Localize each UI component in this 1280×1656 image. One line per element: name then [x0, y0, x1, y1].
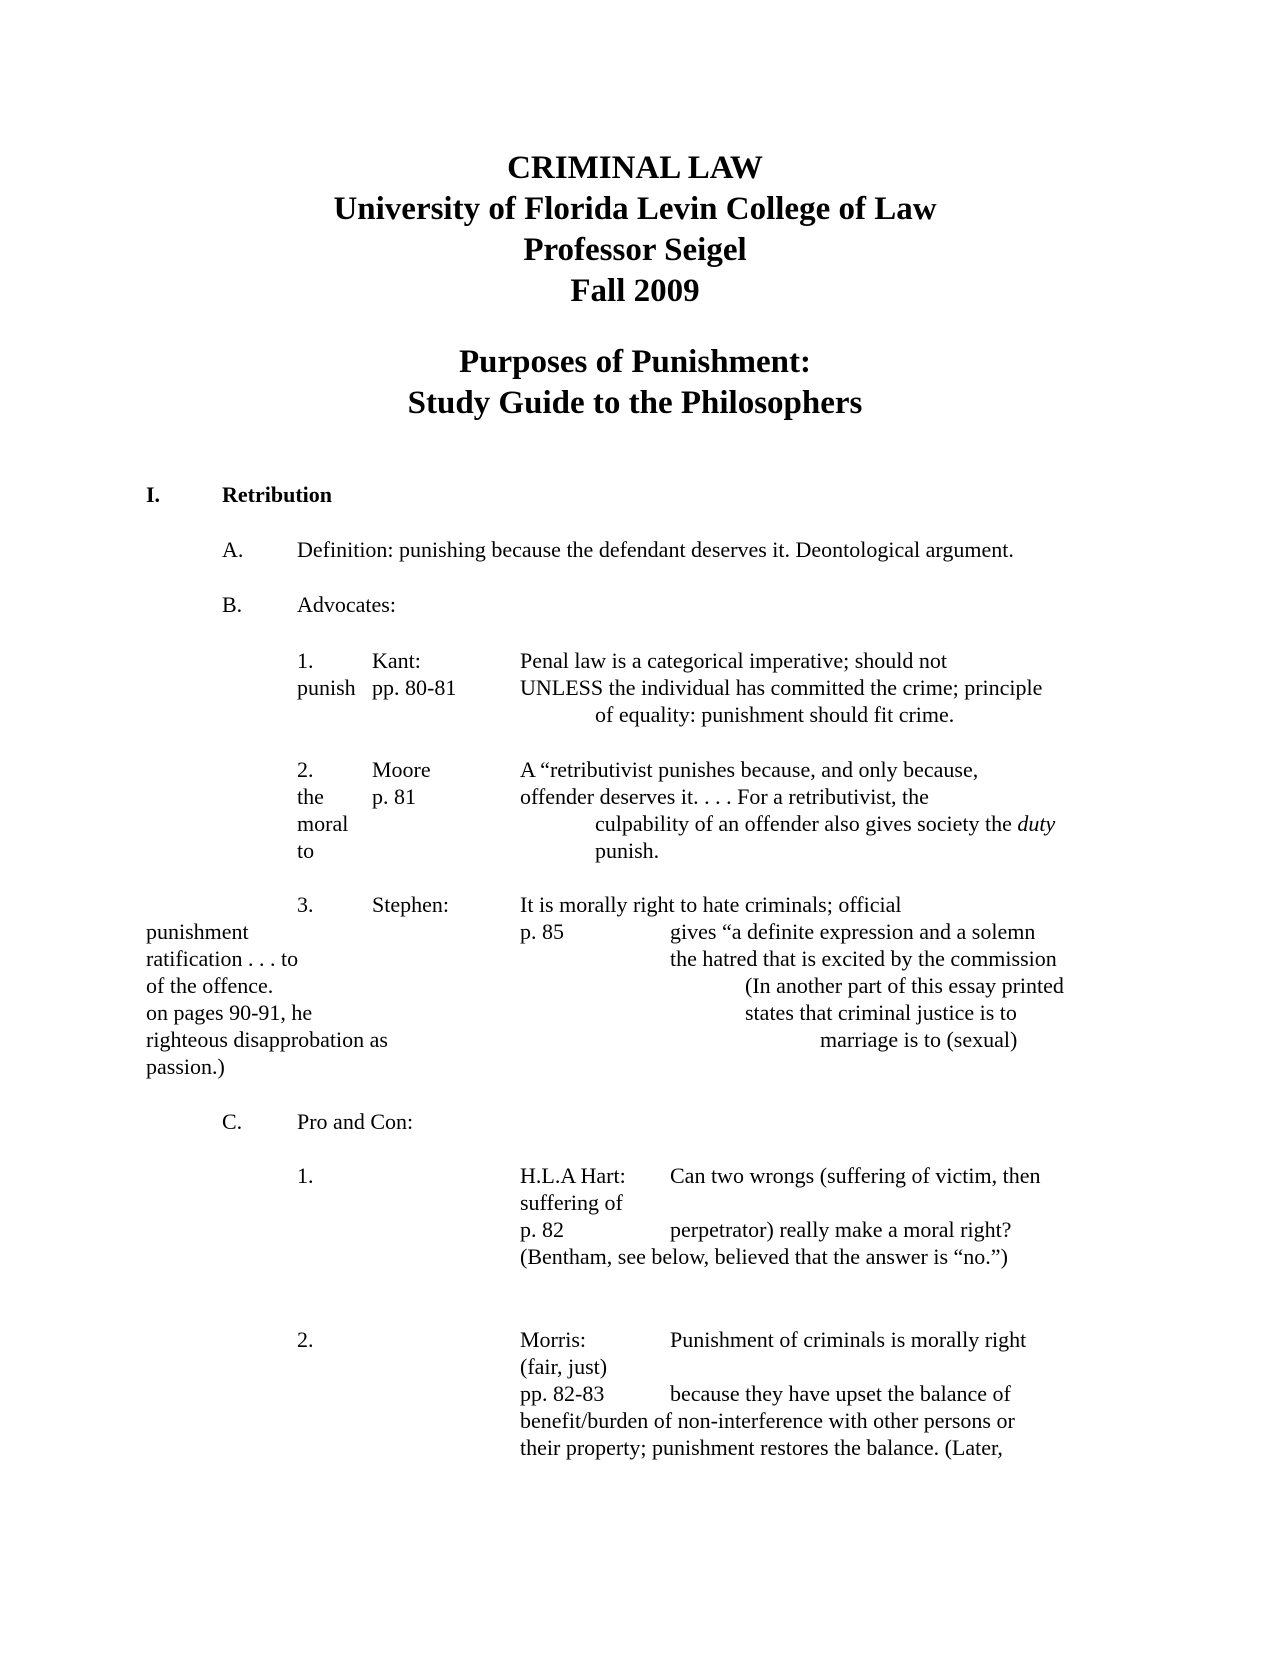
kant-number: 1.	[297, 648, 314, 673]
moore-line-3-text: culpability of an offender also gives society the	[595, 811, 1018, 836]
moore-fragment-1: the	[297, 784, 324, 809]
subtitle-line-2: Study Guide to the Philosophers	[407, 385, 863, 421]
morris-line-2: (fair, just)	[520, 1354, 608, 1379]
morris-line-1: Punishment of criminals is morally right	[670, 1327, 1027, 1352]
kant-line-1: Penal law is a categorical imperative; should not	[520, 648, 948, 673]
moore-duty-emphasis: duty	[1017, 811, 1056, 836]
stephen-number: 3.	[297, 892, 314, 917]
stephen-left-3: of the offence.	[146, 973, 274, 998]
professor-name: Professor Seigel	[523, 232, 747, 268]
morris-line-5: their property; punishment restores the balance. (Later,	[520, 1435, 1003, 1460]
stephen-left-5: righteous disapprobation as	[146, 1027, 388, 1052]
subsection-a-letter: A.	[222, 537, 244, 562]
section-heading: Retribution	[222, 482, 332, 507]
document-header	[0, 148, 1270, 312]
subsection-c-letter: C.	[222, 1109, 243, 1134]
stephen-left-6: passion.)	[146, 1054, 225, 1079]
moore-line-2: offender deserves it. . . . For a retributivist, the	[520, 784, 929, 809]
morris-line-3: because they have upset the balance of	[670, 1381, 1011, 1406]
kant-line-3: of equality: punishment should fit crime.	[595, 702, 955, 727]
stephen-pages: p. 85	[520, 919, 564, 944]
stephen-left-2: ratification . . . to	[146, 946, 299, 971]
moore-name: Moore	[372, 757, 431, 782]
subtitle-line-1: Purposes of Punishment:	[458, 344, 812, 380]
stephen-left-1: punishment	[146, 919, 249, 944]
moore-line-3	[595, 810, 1055, 837]
term: Fall 2009	[570, 273, 700, 309]
course-title: CRIMINAL LAW	[507, 150, 763, 186]
hart-pages: p. 82	[520, 1217, 564, 1242]
moore-pages: p. 81	[372, 784, 416, 809]
hart-line-1: Can two wrongs (suffering of victim, then	[670, 1163, 1041, 1188]
morris-pages: pp. 82-83	[520, 1381, 605, 1406]
hart-line-3: perpetrator) really make a moral right?	[670, 1217, 1012, 1242]
morris-line-4: benefit/burden of non-interference with other persons or	[520, 1408, 1015, 1433]
section-numeral: I.	[146, 482, 161, 507]
kant-pages: pp. 80-81	[372, 675, 457, 700]
kant-name: Kant:	[372, 648, 421, 673]
hart-number: 1.	[297, 1163, 314, 1188]
stephen-left-4: on pages 90-91, he	[146, 1000, 313, 1025]
kant-fragment: punish	[297, 675, 356, 700]
morris-name: Morris:	[520, 1327, 586, 1352]
kant-line-2: UNLESS the individual has committed the crime; principle	[520, 675, 1043, 700]
hart-name: H.L.A Hart:	[520, 1163, 626, 1188]
stephen-line-1: It is morally right to hate criminals; official	[520, 892, 902, 917]
stephen-right-3: (In another part of this essay printed	[745, 973, 1064, 998]
moore-fragment-3: to	[297, 838, 315, 863]
stephen-right-2: the hatred that is excited by the commission	[670, 946, 1057, 971]
stephen-right-4: states that criminal justice is to	[745, 1000, 1017, 1025]
moore-line-4: punish.	[595, 838, 660, 863]
subsection-c-text: Pro and Con:	[297, 1109, 414, 1134]
document-subtitle	[0, 342, 1270, 424]
moore-number: 2.	[297, 757, 314, 782]
subsection-a-text: Definition: punishing because the defendant deserves it. Deontological argument.	[297, 537, 1014, 562]
moore-fragment-2: moral	[297, 811, 349, 836]
institution-name: University of Florida Levin College of Law	[333, 191, 937, 227]
moore-line-1: A “retributivist punishes because, and only because,	[520, 757, 979, 782]
subsection-b-text: Advocates:	[297, 592, 396, 617]
subsection-b-letter: B.	[222, 592, 243, 617]
stephen-right-1: gives “a definite expression and a solemn	[670, 919, 1036, 944]
morris-number: 2.	[297, 1327, 314, 1352]
hart-line-4: (Bentham, see below, believed that the answer is “no.”)	[520, 1244, 1008, 1269]
hart-line-2: suffering of	[520, 1190, 623, 1215]
stephen-name: Stephen:	[372, 892, 449, 917]
stephen-right-5: marriage is to (sexual)	[820, 1027, 1018, 1052]
